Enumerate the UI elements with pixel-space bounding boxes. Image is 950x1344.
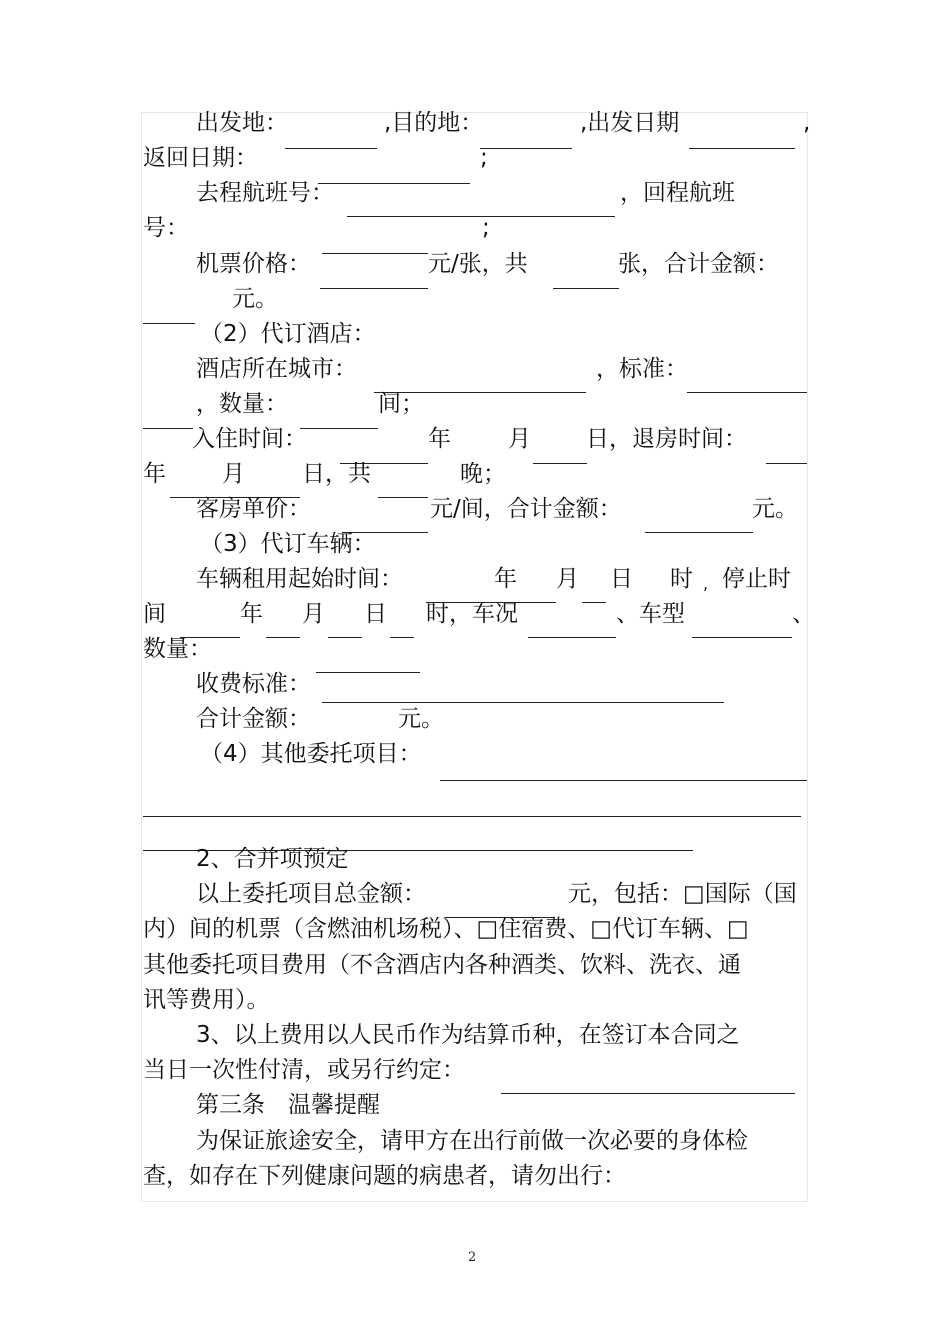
- payment-clause: 3、以上费用以人民币作为结算币种，在签订本合同之: [196, 1022, 740, 1048]
- nights-blank: [378, 497, 428, 498]
- day-label: 日: [610, 566, 633, 592]
- nights-unit: 晚；: [460, 461, 506, 487]
- check-out-label: 日，退房时间：: [586, 426, 747, 452]
- rental-start-label: 车辆租用起始时间：: [196, 566, 403, 592]
- day-label: 日: [364, 601, 387, 627]
- total-includes-text-3: 其他委托项目费用（不含酒店内各种酒类、饮料、洗衣、通: [143, 952, 741, 978]
- ticket-total-label: 张，合计金额：: [618, 251, 779, 277]
- rental-end-hour-blank: [390, 637, 414, 638]
- rental-end-label-cont: 间: [143, 601, 166, 627]
- vehicle-type-label: 、车型: [616, 601, 685, 627]
- check-in-month-blank: [533, 463, 587, 464]
- return-flight-label-cont: 号：: [143, 215, 189, 241]
- other-items-blank-line-2: [143, 816, 801, 817]
- vehicle-total-label: 合计金额：: [196, 706, 311, 732]
- hotel-total-blank: [645, 532, 753, 533]
- vehicle-type-blank: [692, 637, 792, 638]
- ticket-count-blank: [553, 288, 619, 289]
- check-out-blank: [766, 463, 807, 464]
- rental-end-day-blank: [328, 637, 362, 638]
- room-count-blank-left: [143, 428, 193, 429]
- return-date-blank: [318, 183, 470, 184]
- ticket-total-blank: [143, 323, 195, 324]
- departure-date-label: ,出发日期: [580, 110, 680, 136]
- destination-label: ,目的地：: [384, 110, 484, 136]
- outbound-flight-blank: [347, 216, 615, 217]
- other-agreement-blank: [501, 1093, 795, 1094]
- room-count-unit: 间；: [378, 391, 424, 417]
- health-notice: 为保证旅途安全，请甲方在出行前做一次必要的身体检: [196, 1128, 748, 1154]
- vehicle-total-unit: 元。: [398, 706, 444, 732]
- departure-date-blank: [689, 148, 795, 149]
- departure-blank: [285, 148, 377, 149]
- rental-end-label: 停止时: [722, 566, 791, 592]
- ticket-price-blank: [320, 288, 428, 289]
- nights-label: 日，共: [302, 461, 371, 487]
- total-amount-label: 以上委托项目总金额：: [196, 881, 426, 907]
- month-label: 月: [508, 426, 531, 452]
- return-date-label: 返回日期：: [143, 145, 258, 171]
- ticket-total-unit: 元。: [232, 286, 278, 312]
- year-label: 年: [240, 601, 263, 627]
- vehicle-quantity-label: 数量：: [143, 636, 212, 662]
- combined-booking-heading: 2、合并项预定: [196, 846, 349, 872]
- total-includes-text: 元，包括：□国际（国: [568, 881, 797, 907]
- per-ticket-text: 元/张，共: [428, 251, 528, 277]
- hotel-total-unit: 元。: [752, 496, 798, 522]
- rental-end-month-blank: [266, 637, 300, 638]
- separator-text: 、: [792, 601, 815, 627]
- fee-standard-blank: [322, 702, 724, 703]
- vehicle-condition-blank: [528, 637, 616, 638]
- room-price-label: 客房单价：: [196, 496, 311, 522]
- vehicle-section-heading: （3）代订车辆：: [200, 531, 376, 557]
- destination-blank: [480, 148, 572, 149]
- year-label: 年: [143, 461, 166, 487]
- total-includes-text-4: 讯等费用）。: [143, 987, 270, 1013]
- month-label: 月: [302, 601, 325, 627]
- year-label: 年: [428, 426, 451, 452]
- semicolon-text: ;: [482, 215, 490, 241]
- comma-text: ,: [803, 110, 811, 136]
- page-number: 2: [468, 1250, 477, 1265]
- return-flight-blank: [322, 253, 428, 254]
- hour-label: 时: [670, 566, 693, 592]
- room-count-blank: [300, 428, 378, 429]
- vehicle-quantity-blank: [316, 672, 420, 673]
- total-includes-text-2: 内）间的机票（含燃油机场税）、□住宿费、□代订车辆、□: [143, 916, 749, 942]
- payment-clause-2: 当日一次性付清，或另行约定：: [143, 1057, 465, 1083]
- other-items-heading: （4）其他委托项目：: [200, 741, 422, 767]
- hotel-section-heading: （2）代订酒店：: [200, 321, 376, 347]
- month-label: 月: [222, 461, 245, 487]
- departure-label: 出发地：: [196, 110, 288, 136]
- semicolon-text: ;: [480, 145, 488, 171]
- article-three-heading: 第三条 温馨提醒: [196, 1092, 380, 1118]
- comma-text: ,: [703, 574, 709, 593]
- room-price-unit: 元/间，合计金额：: [430, 496, 622, 522]
- hotel-standard-blank: [687, 392, 807, 393]
- health-notice-2: 查，如存在下列健康问题的病患者，请勿出行：: [143, 1163, 626, 1189]
- room-count-label: ，数量：: [196, 391, 288, 417]
- vehicle-condition-label: 时，车况: [426, 601, 518, 627]
- year-label: 年: [494, 566, 517, 592]
- outbound-flight-label: 去程航班号：: [196, 180, 334, 206]
- return-flight-label: ，回程航班: [620, 180, 735, 206]
- rental-start-day-blank: [582, 602, 606, 603]
- fee-standard-label: 收费标准：: [196, 671, 311, 697]
- ticket-price-label: 机票价格：: [196, 251, 311, 277]
- total-amount-blank: [445, 917, 555, 918]
- hotel-city-label: 酒店所在城市：: [196, 356, 357, 382]
- month-label: 月: [556, 566, 579, 592]
- other-items-blank: [440, 780, 807, 781]
- hotel-standard-label: ，标准：: [596, 356, 688, 382]
- check-in-label: 入住时间：: [192, 426, 307, 452]
